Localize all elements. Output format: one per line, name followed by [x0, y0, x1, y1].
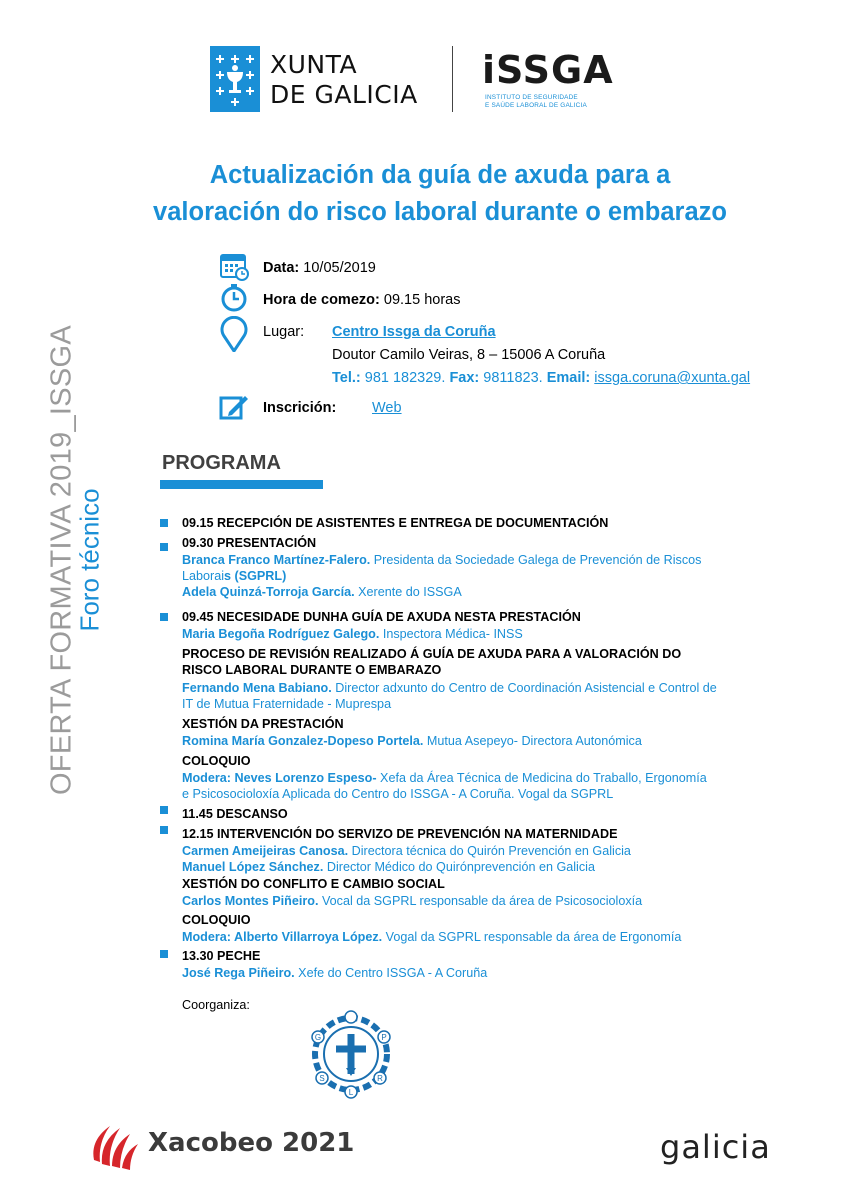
issga-subtitle-line-2: E SAÚDE LABORAL DE GALICIA [485, 102, 587, 109]
program-item-0945: 09.45 NECESIDADE DUNHA GUÍA DE AXUDA NESTA PRESTACIÓN [182, 610, 581, 624]
side-label-foro: Foro técnico [74, 488, 105, 632]
side-label-oferta: OFERTA FORMATIVA 2019_ISSGA [45, 324, 78, 796]
speaker-name: Carmen Ameijeiras Canosa. [182, 844, 349, 858]
email-label: Email: [546, 370, 591, 386]
speaker-name: Branca Franco Martínez-Falero. [182, 553, 371, 567]
speaker-name: Manuel López Sánchez. [182, 860, 324, 874]
speaker-line [182, 568, 286, 584]
program-subitem: COLOQUIO [182, 913, 251, 927]
speaker-role: Vocal da SGPRL responsable da área de Psicosocioloxía [318, 894, 643, 908]
speaker-role: Xefa da Área Técnica de Medicina do Traballo, Ergonomía [376, 771, 707, 785]
bullet-icon [160, 826, 168, 834]
speaker-line: IT de Mutua Fraternidade - Muprespa [182, 697, 392, 711]
speaker-role: Vogal da SGPRL responsable da área de Ergonomía [382, 930, 682, 944]
speaker-line [182, 859, 595, 875]
bullet-icon [160, 613, 168, 621]
info-place-label: Lugar: [263, 324, 305, 340]
speaker-name: Fernando Mena Babiano. [182, 681, 332, 695]
clock-icon [219, 283, 249, 313]
program-item-1330: 13.30 PECHE [182, 949, 261, 963]
info-time [263, 291, 460, 309]
date-label: Data: [263, 260, 300, 276]
place-name-link[interactable]: Centro Issga da Coruña [332, 324, 496, 340]
speaker-name: Adela Quinzá-Torroja García. [182, 585, 355, 599]
program-subitem: RISCO LABORAL DURANTE O EMBARAZO [182, 663, 442, 677]
title-line-2: valoración do risco laboral durante o embarazo [153, 198, 727, 226]
bullet-icon [160, 543, 168, 551]
program-subitem: COLOQUIO [182, 754, 251, 768]
bullet-icon [160, 519, 168, 527]
xunta-shield-logo [210, 46, 260, 112]
speaker-role: Director Médico do Quirónprevención en Galicia [323, 860, 595, 874]
speaker-role: Mutua Asepeyo- Directora Autonómica [423, 734, 642, 748]
speaker-name: Carlos Montes Piñeiro. [182, 894, 319, 908]
speaker-line [182, 770, 707, 786]
program-subitem: XESTIÓN DA PRESTACIÓN [182, 717, 344, 731]
time-label: Hora de comezo: [263, 292, 380, 308]
speaker-role: Xerente do ISSGA [354, 585, 462, 599]
speaker-role: Xefe do Centro ISSGA - A Coruña [294, 966, 488, 980]
speaker-line [182, 552, 701, 568]
issga-subtitle-line-1: INSTITUTO DE SEGURIDADE [485, 94, 578, 101]
speaker-line [182, 680, 717, 696]
speaker-line [182, 626, 523, 642]
speaker-line [182, 584, 462, 600]
program-item-1215: 12.15 INTERVENCIÓN DO SERVIZO DE PREVENCIÓN NA MATERNIDADE [182, 827, 618, 841]
program-item-1145: 11.45 DESCANSO [182, 807, 288, 821]
speaker-line [182, 733, 642, 749]
info-date [263, 259, 376, 277]
speaker-role: Directora técnica do Quirón Prevención en Galicia [348, 844, 631, 858]
xunta-wordmark [270, 50, 418, 110]
sgprl-letter-r: R [377, 1074, 383, 1083]
location-pin-icon [219, 316, 249, 352]
programa-heading: PROGRAMA [162, 452, 281, 474]
sgprl-logo [300, 1008, 402, 1100]
sgprl-letter-g: G [314, 1033, 322, 1042]
sgprl-letter-l: L [348, 1088, 354, 1097]
time-value: 09.15 horas [383, 292, 461, 308]
speaker-role: Presidenta da Sociedade Galega de Prevención de Riscos [370, 553, 702, 567]
speaker-line: e Psicosocioloxía Aplicada do Centro do ISSGA - A Coruña. Vogal da SGPRL [182, 787, 614, 801]
program-item-0930: 09.30 PRESENTACIÓN [182, 536, 317, 550]
speaker-role: Inspectora Médica- INSS [379, 627, 523, 641]
sgprl-letter-p: P [381, 1033, 387, 1042]
program-item-0915: 09.15 RECEPCIÓN DE ASISTENTES E ENTREGA DE DOCUMENTACIÓN [182, 516, 609, 530]
xunta-line-2: DE GALICIA [270, 80, 418, 109]
speaker-name: José Rega Piñeiro. [182, 966, 295, 980]
place-address: Doutor Camilo Veiras, 8 – 15006 A Coruña [332, 347, 606, 363]
tel-label: Tel.: [332, 370, 361, 386]
edit-form-icon [219, 392, 249, 422]
signup-label: Inscrición: [263, 400, 337, 416]
xunta-cross-icon [210, 46, 260, 112]
fax-label: Fax: [449, 370, 480, 386]
galicia-wordmark: galicia [660, 1128, 771, 1166]
issga-wordmark: iSSGA [482, 48, 614, 92]
place-contact [332, 369, 750, 387]
bullet-icon [160, 950, 168, 958]
speaker-name: Modera: Neves Lorenzo Espeso- [182, 771, 377, 785]
speaker-name: Romina María Gonzalez-Dopeso Portela. [182, 734, 424, 748]
calendar-icon [219, 251, 249, 281]
logo-divider [452, 46, 453, 112]
email-link[interactable]: issga.coruna@xunta.gal [594, 370, 751, 386]
program-subitem: PROCESO DE REVISIÓN REALIZADO Á GUÍA DE AXUDA PARA A VALORACIÓN DO [182, 647, 682, 661]
speaker-line [182, 893, 642, 909]
speaker-role-bold: s (SGPRL) [224, 569, 287, 583]
xacobeo-wordmark: Xacobeo 2021 [148, 1128, 355, 1158]
bullet-icon [160, 806, 168, 814]
speaker-name: Maria Begoña Rodríguez Galego. [182, 627, 380, 641]
document-title [60, 157, 820, 231]
title-line-1: Actualización da guía de axuda para a [209, 161, 671, 189]
program-subitem: XESTIÓN DO CONFLITO E CAMBIO SOCIAL [182, 877, 445, 891]
speaker-line [182, 929, 681, 945]
xacobeo-shell-icon [88, 1120, 140, 1172]
issga-subtitle [485, 94, 587, 110]
programa-underline [160, 480, 323, 489]
xunta-line-1: XUNTA [270, 50, 358, 79]
speaker-role: Director adxunto do Centro de Coordinación Asistencial e Control de [331, 681, 717, 695]
fax-value: 9811823. [483, 370, 543, 386]
speaker-role: Laborai [182, 569, 225, 583]
signup-web-link[interactable]: Web [372, 400, 402, 416]
speaker-line [182, 965, 487, 981]
date-value: 10/05/2019 [303, 260, 376, 276]
speaker-line [182, 843, 631, 859]
sgprl-letter-s: S [319, 1074, 325, 1083]
coorganiza-label: Coorganiza: [182, 998, 250, 1012]
speaker-name: Modera: Alberto Villarroya López. [182, 930, 383, 944]
tel-value: 981 182329. [364, 370, 446, 386]
